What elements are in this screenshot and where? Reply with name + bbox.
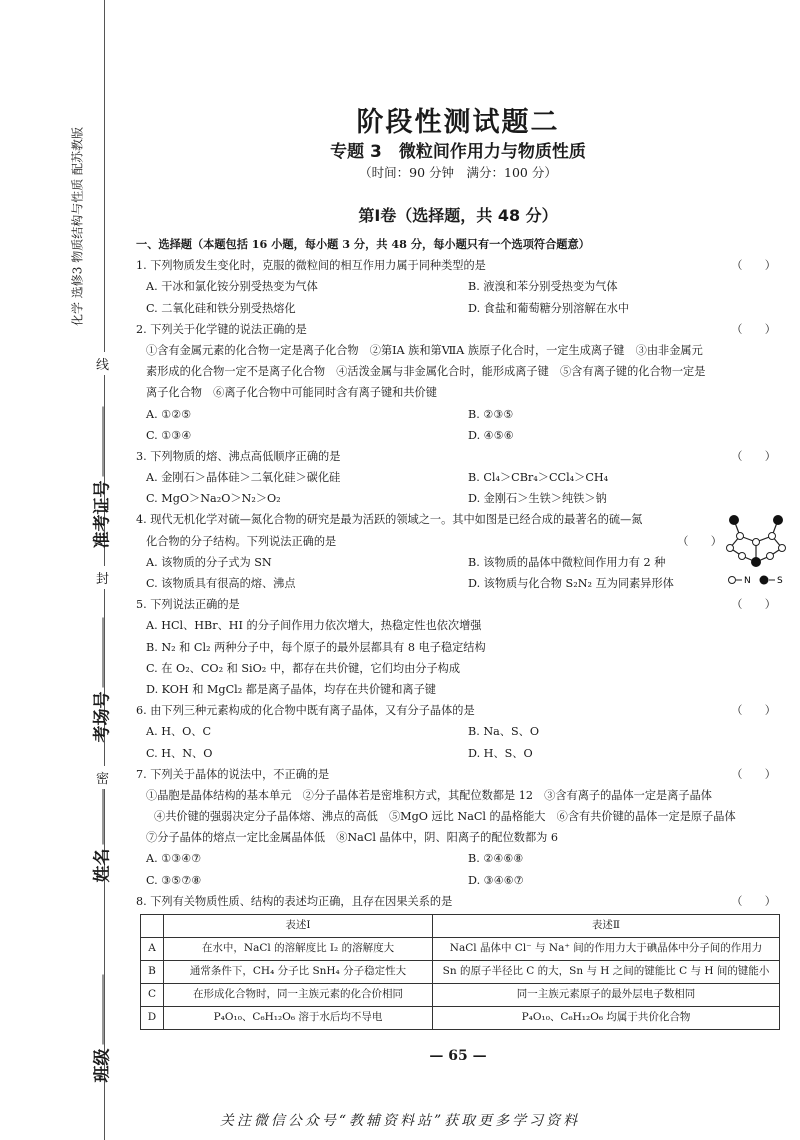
nitrogen-atom bbox=[739, 553, 746, 560]
table-header-row bbox=[141, 915, 780, 938]
question-8-stem: 8. 下列有关物质性质、结构的表述均正确，且存在因果关系的是 （ ） bbox=[136, 894, 776, 908]
questions bbox=[136, 234, 780, 1030]
exam-number-field: 准考证号 bbox=[88, 409, 113, 549]
question-2-statement: 离子化合物 ⑥离子化合物中可能同时含有离子键和共价键 bbox=[146, 386, 437, 400]
table-row: B 通常条件下，CH₄ 分子比 SnH₄ 分子稳定性大 Sn 的原子半径比 C 的大，Sn 与 H 之间的键能比 C 与 H 间的键能小 bbox=[141, 961, 780, 984]
seal-mark-secret: 密 bbox=[96, 766, 109, 789]
question-1-options-cd: C. 二氧化硅和铁分别受热熔化 D. 食盐和葡萄糖分别溶解在水中 bbox=[146, 301, 630, 315]
question-8-table bbox=[140, 914, 780, 1030]
question-5-option-b: B. N₂ 和 Cl₂ 两种分子中，每个原子的最外层都具有 8 电子稳定结构 bbox=[146, 640, 486, 654]
page-number: — 65 — bbox=[429, 1048, 487, 1064]
volume-heading: 第Ⅰ卷（选择题，共 48 分） bbox=[358, 206, 558, 225]
class-field: 班级 bbox=[88, 943, 113, 1083]
question-6-options-cd: C. H、N、O D. H、S、O bbox=[146, 746, 533, 760]
table-header: 表述Ⅰ bbox=[164, 915, 433, 938]
question-4-stem: 4. 现代无机化学对硫—氮化合物的研究是最为活跃的领域之一。其中如图是已经合成的最著名的硫—氮 bbox=[136, 513, 643, 527]
question-3-options-cd: C. MgO＞Na₂O＞N₂＞O₂ D. 金刚石＞生铁＞纯铁＞钠 bbox=[146, 492, 607, 506]
question-7-statement: ①晶胞是晶体结构的基本单元 ②分子晶体若是密堆积方式，其配位数都是 12 ③含有离子的晶体一定是离子晶体 bbox=[146, 788, 712, 802]
table-row: C 在形成化合物时，同一主族元素的化合价相同 同一主族元素原子的最外层电子数相同 bbox=[141, 984, 780, 1007]
question-4-stem-cont: 化合物的分子结构。下列说法正确的是 （ ） bbox=[146, 534, 722, 548]
question-2-options-ab: A. ①②⑤ B. ②③⑤ bbox=[146, 407, 514, 421]
question-2-stem: 2. 下列关于化学键的说法正确的是 （ ） bbox=[136, 322, 776, 336]
question-2-statement: ①含有金属元素的化合物一定是离子化合物 ②第ⅠA 族和第ⅦA 族原子化合时，一定生成离子键 ③由非金属元 bbox=[146, 343, 703, 357]
question-4-options-ab: A. 该物质的分子式为 SN B. 该物质的晶体中微粒间作用力有 2 种 bbox=[146, 555, 666, 569]
question-1-options-ab: A. 干冰和氯化铵分别受热变为气体 B. 液溴和苯分别受热变为气体 bbox=[146, 280, 618, 294]
question-7-stem: 7. 下列关于晶体的说法中，不正确的是 （ ） bbox=[136, 767, 776, 781]
page-subtitle: 专题 3 微粒间作用力与物质性质 bbox=[330, 142, 586, 162]
question-7-statement: ④共价键的强弱决定分子晶体熔、沸点的高低 ⑤MgO 远比 NaCl 的晶格能大 ⑥含有共价键的晶体一定是原子晶体 bbox=[154, 810, 736, 824]
sulfur-atom bbox=[751, 557, 761, 567]
nitrogen-atom bbox=[779, 545, 786, 552]
question-3-options-ab: A. 金刚石＞晶体硅＞二氧化硅＞碳化硅 B. Cl₄＞CBr₄＞CCl₄＞CH₄ bbox=[146, 471, 609, 485]
question-6-options-ab: A. H、O、C B. Na、S、O bbox=[146, 725, 540, 739]
table-row: D P₄O₁₀、C₆H₁₂O₆ 溶于水后均不导电 P₄O₁₀、C₆H₁₂O₆ 均属于共价化合物 bbox=[141, 1007, 780, 1030]
time-info: （时间：90 分钟 满分：100 分） bbox=[359, 165, 557, 180]
legend-s-label: S bbox=[777, 576, 783, 586]
nitrogen-atom bbox=[737, 533, 744, 540]
question-7-statement: ⑦分子晶体的熔点一定比金属晶体低 ⑧NaCl 晶体中，阴、阳离子的配位数都为 6 bbox=[146, 831, 559, 845]
sulfur-atom bbox=[773, 515, 783, 525]
question-2-statement: 素形成的化合物一定不是离子化合物 ④活泼金属与非金属化合时，能形成离子键 ⑤含有离子键的化合物一定是 bbox=[146, 365, 706, 379]
question-5-option-d: D. KOH 和 MgCl₂ 都是离子晶体，均存在共价键和离子键 bbox=[146, 682, 436, 696]
question-1-stem: 1. 下列物质发生变化时，克服的微粒间的相互作用力属于同种类型的是 （ ） bbox=[136, 259, 776, 273]
question-5-stem: 5. 下列说法正确的是 （ ） bbox=[136, 598, 776, 612]
question-7-options-cd: C. ③⑤⑦⑧ D. ③④⑥⑦ bbox=[146, 873, 524, 887]
page-title: 阶段性测试题二 bbox=[356, 107, 560, 138]
exam-room-field: 考场号 bbox=[88, 603, 113, 743]
nitrogen-atom bbox=[767, 553, 774, 560]
table-row: A 在水中，NaCl 的溶解度比 I₂ 的溶解度大 NaCl 晶体中 Cl⁻ 与 Na⁺ 间的作用力大于碘晶体中分子间的作用力 bbox=[141, 938, 780, 961]
sulfur-atom bbox=[729, 515, 739, 525]
nitrogen-atom bbox=[727, 545, 734, 552]
seal-mark-seal: 封 bbox=[96, 566, 109, 589]
footer-note: 关注微信公众号“教辅资料站”获取更多学习资料 bbox=[219, 1113, 581, 1129]
sn-molecule-figure bbox=[724, 512, 788, 592]
seal-mark-line: 线 bbox=[96, 352, 109, 375]
name-field: 姓名 bbox=[88, 743, 113, 883]
section-heading: 一、选择题（本题包括 16 小题，每小题 3 分，共 48 分，每小题只有一个选项符合题意） bbox=[136, 237, 590, 251]
question-5-option-a: A. HCl、HBr、HI 的分子间作用力依次增大，热稳定性也依次增强 bbox=[146, 619, 482, 633]
question-6-stem: 6. 由下列三种元素构成的化合物中既有离子晶体，又有分子晶体的是 （ ） bbox=[136, 704, 776, 718]
question-7-options-ab: A. ①③④⑦ B. ②④⑥⑧ bbox=[146, 852, 524, 866]
question-4-options-cd: C. 该物质具有很高的熔、沸点 D. 该物质与化合物 S₂N₂ 互为同素异形体 bbox=[146, 577, 674, 590]
table-header: 表述Ⅱ bbox=[433, 915, 780, 938]
question-5-option-c: C. 在 O₂、CO₂ 和 SiO₂ 中，都存在共价键，它们均由分子构成 bbox=[146, 661, 461, 675]
nitrogen-atom bbox=[753, 539, 760, 546]
legend-n-label: N bbox=[744, 576, 751, 586]
question-3-stem: 3. 下列物质的熔、沸点高低顺序正确的是 （ ） bbox=[136, 449, 776, 463]
nitrogen-atom bbox=[769, 533, 776, 540]
question-2-options-cd: C. ①③④ D. ④⑤⑥ bbox=[146, 428, 514, 442]
sidebar-header: 化学 选修3 物质结构与性质 配苏教版 bbox=[70, 126, 85, 327]
